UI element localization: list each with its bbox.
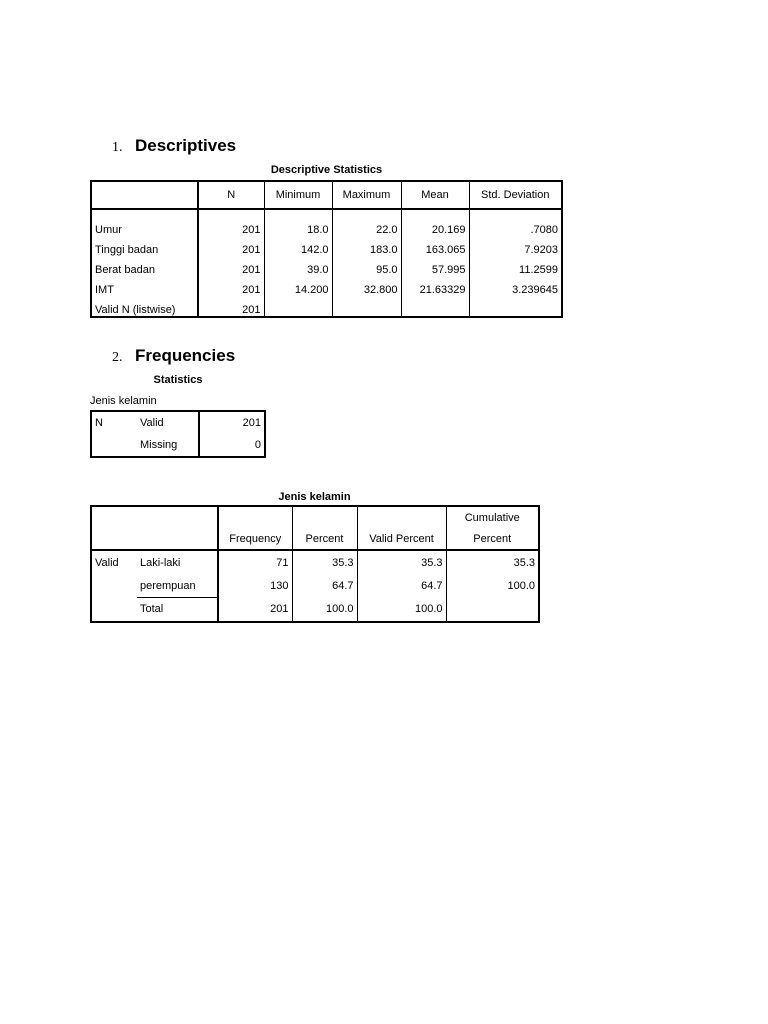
cell: 71 (276, 557, 289, 569)
cell: 35.3 (357, 550, 446, 575)
cell: 201 (270, 603, 289, 615)
table-caption-descriptive-statistics: Descriptive Statistics (270, 164, 383, 176)
table-caption-statistics: Statistics (153, 374, 203, 386)
cell: 201 (242, 224, 261, 236)
header-cell: Cumulative (446, 506, 539, 528)
table-row (91, 236, 562, 256)
row-group-label: Valid (95, 557, 119, 569)
cell: 100.0 (357, 597, 446, 622)
row-label: Laki-laki (137, 550, 218, 575)
section-title: Frequencies (135, 346, 236, 365)
table-row (91, 276, 562, 296)
jenis-kelamin-table (90, 505, 540, 623)
section-number: 1. (112, 140, 123, 155)
cell: 20.169 (401, 209, 469, 236)
row-label: Missing (140, 439, 178, 451)
cell: 21.63329 (401, 276, 469, 296)
cell: .7080 (469, 209, 562, 236)
cell: 11.2599 (469, 256, 562, 276)
header-cell: Frequency (229, 532, 282, 545)
row-label: IMT (91, 276, 198, 296)
cell: 35.3 (446, 550, 539, 575)
cell (91, 597, 137, 622)
table-header-row (91, 506, 539, 528)
cell: 183.0 (332, 236, 401, 256)
table-row (91, 209, 562, 236)
cell (332, 296, 401, 317)
section-heading-descriptives (112, 136, 236, 160)
cell (446, 597, 539, 622)
table-row (91, 256, 562, 276)
descriptive-statistics-table (90, 180, 563, 318)
cell: 95.0 (332, 256, 401, 276)
header-cell (91, 181, 198, 209)
section-number: 2. (112, 350, 123, 365)
header-cell (292, 506, 357, 528)
header-cell (357, 506, 446, 528)
header-cell (137, 528, 218, 550)
row-label: Valid (140, 417, 164, 429)
cell: 201 (242, 264, 261, 276)
cell: 201 (242, 244, 261, 256)
cell: 201 (199, 411, 265, 434)
header-cell (91, 528, 137, 550)
cell: 130 (270, 580, 289, 592)
row-label: Berat badan (91, 256, 198, 276)
variable-label: Jenis kelamin (90, 395, 157, 407)
row-label: Tinggi badan (91, 236, 198, 256)
statistics-table (90, 410, 266, 458)
header-cell: Std. Deviation (469, 181, 562, 209)
table-row (91, 597, 539, 622)
row-label: Umur (91, 209, 198, 236)
cell: 100.0 (446, 575, 539, 597)
table-row (91, 411, 265, 434)
header-cell (91, 506, 137, 528)
cell (91, 434, 137, 457)
header-cell: Minimum (264, 181, 332, 209)
row-label: Total (137, 597, 218, 622)
cell: 0 (199, 434, 265, 457)
row-label: Valid N (listwise) (91, 296, 198, 317)
cell: 14.200 (264, 276, 332, 296)
table-header-row (91, 181, 562, 209)
header-cell: Percent (446, 528, 539, 550)
cell: 22.0 (332, 209, 401, 236)
cell: 32.800 (332, 276, 401, 296)
cell (91, 575, 137, 597)
table-header-row (91, 528, 539, 550)
header-cell: Maximum (332, 181, 401, 209)
section-title: Descriptives (135, 136, 237, 155)
cell: 201 (242, 284, 261, 296)
cell: 35.3 (292, 550, 357, 575)
row-label: perempuan (137, 575, 218, 597)
cell: 163.065 (401, 236, 469, 256)
cell (469, 296, 562, 317)
table-row (91, 296, 562, 317)
header-cell: N (198, 181, 264, 209)
header-cell (137, 506, 218, 528)
cell: 18.0 (264, 209, 332, 236)
cell: 3.239645 (469, 276, 562, 296)
cell: 142.0 (264, 236, 332, 256)
section-heading-frequencies (112, 346, 235, 370)
cell: 64.7 (292, 575, 357, 597)
cell: 201 (242, 304, 261, 316)
cell (264, 296, 332, 317)
row-label: N (95, 417, 103, 429)
table-row (91, 550, 539, 575)
table-row (91, 575, 539, 597)
header-cell: Mean (401, 181, 469, 209)
cell: 100.0 (292, 597, 357, 622)
table-caption-jenis-kelamin: Jenis kelamin (278, 491, 351, 503)
table-row (91, 434, 265, 457)
cell: 57.995 (401, 256, 469, 276)
cell (401, 296, 469, 317)
header-cell: Percent (292, 528, 357, 550)
header-cell (218, 506, 292, 528)
cell: 64.7 (357, 575, 446, 597)
cell: 39.0 (264, 256, 332, 276)
header-cell: Valid Percent (357, 528, 446, 550)
cell: 7.9203 (469, 236, 562, 256)
